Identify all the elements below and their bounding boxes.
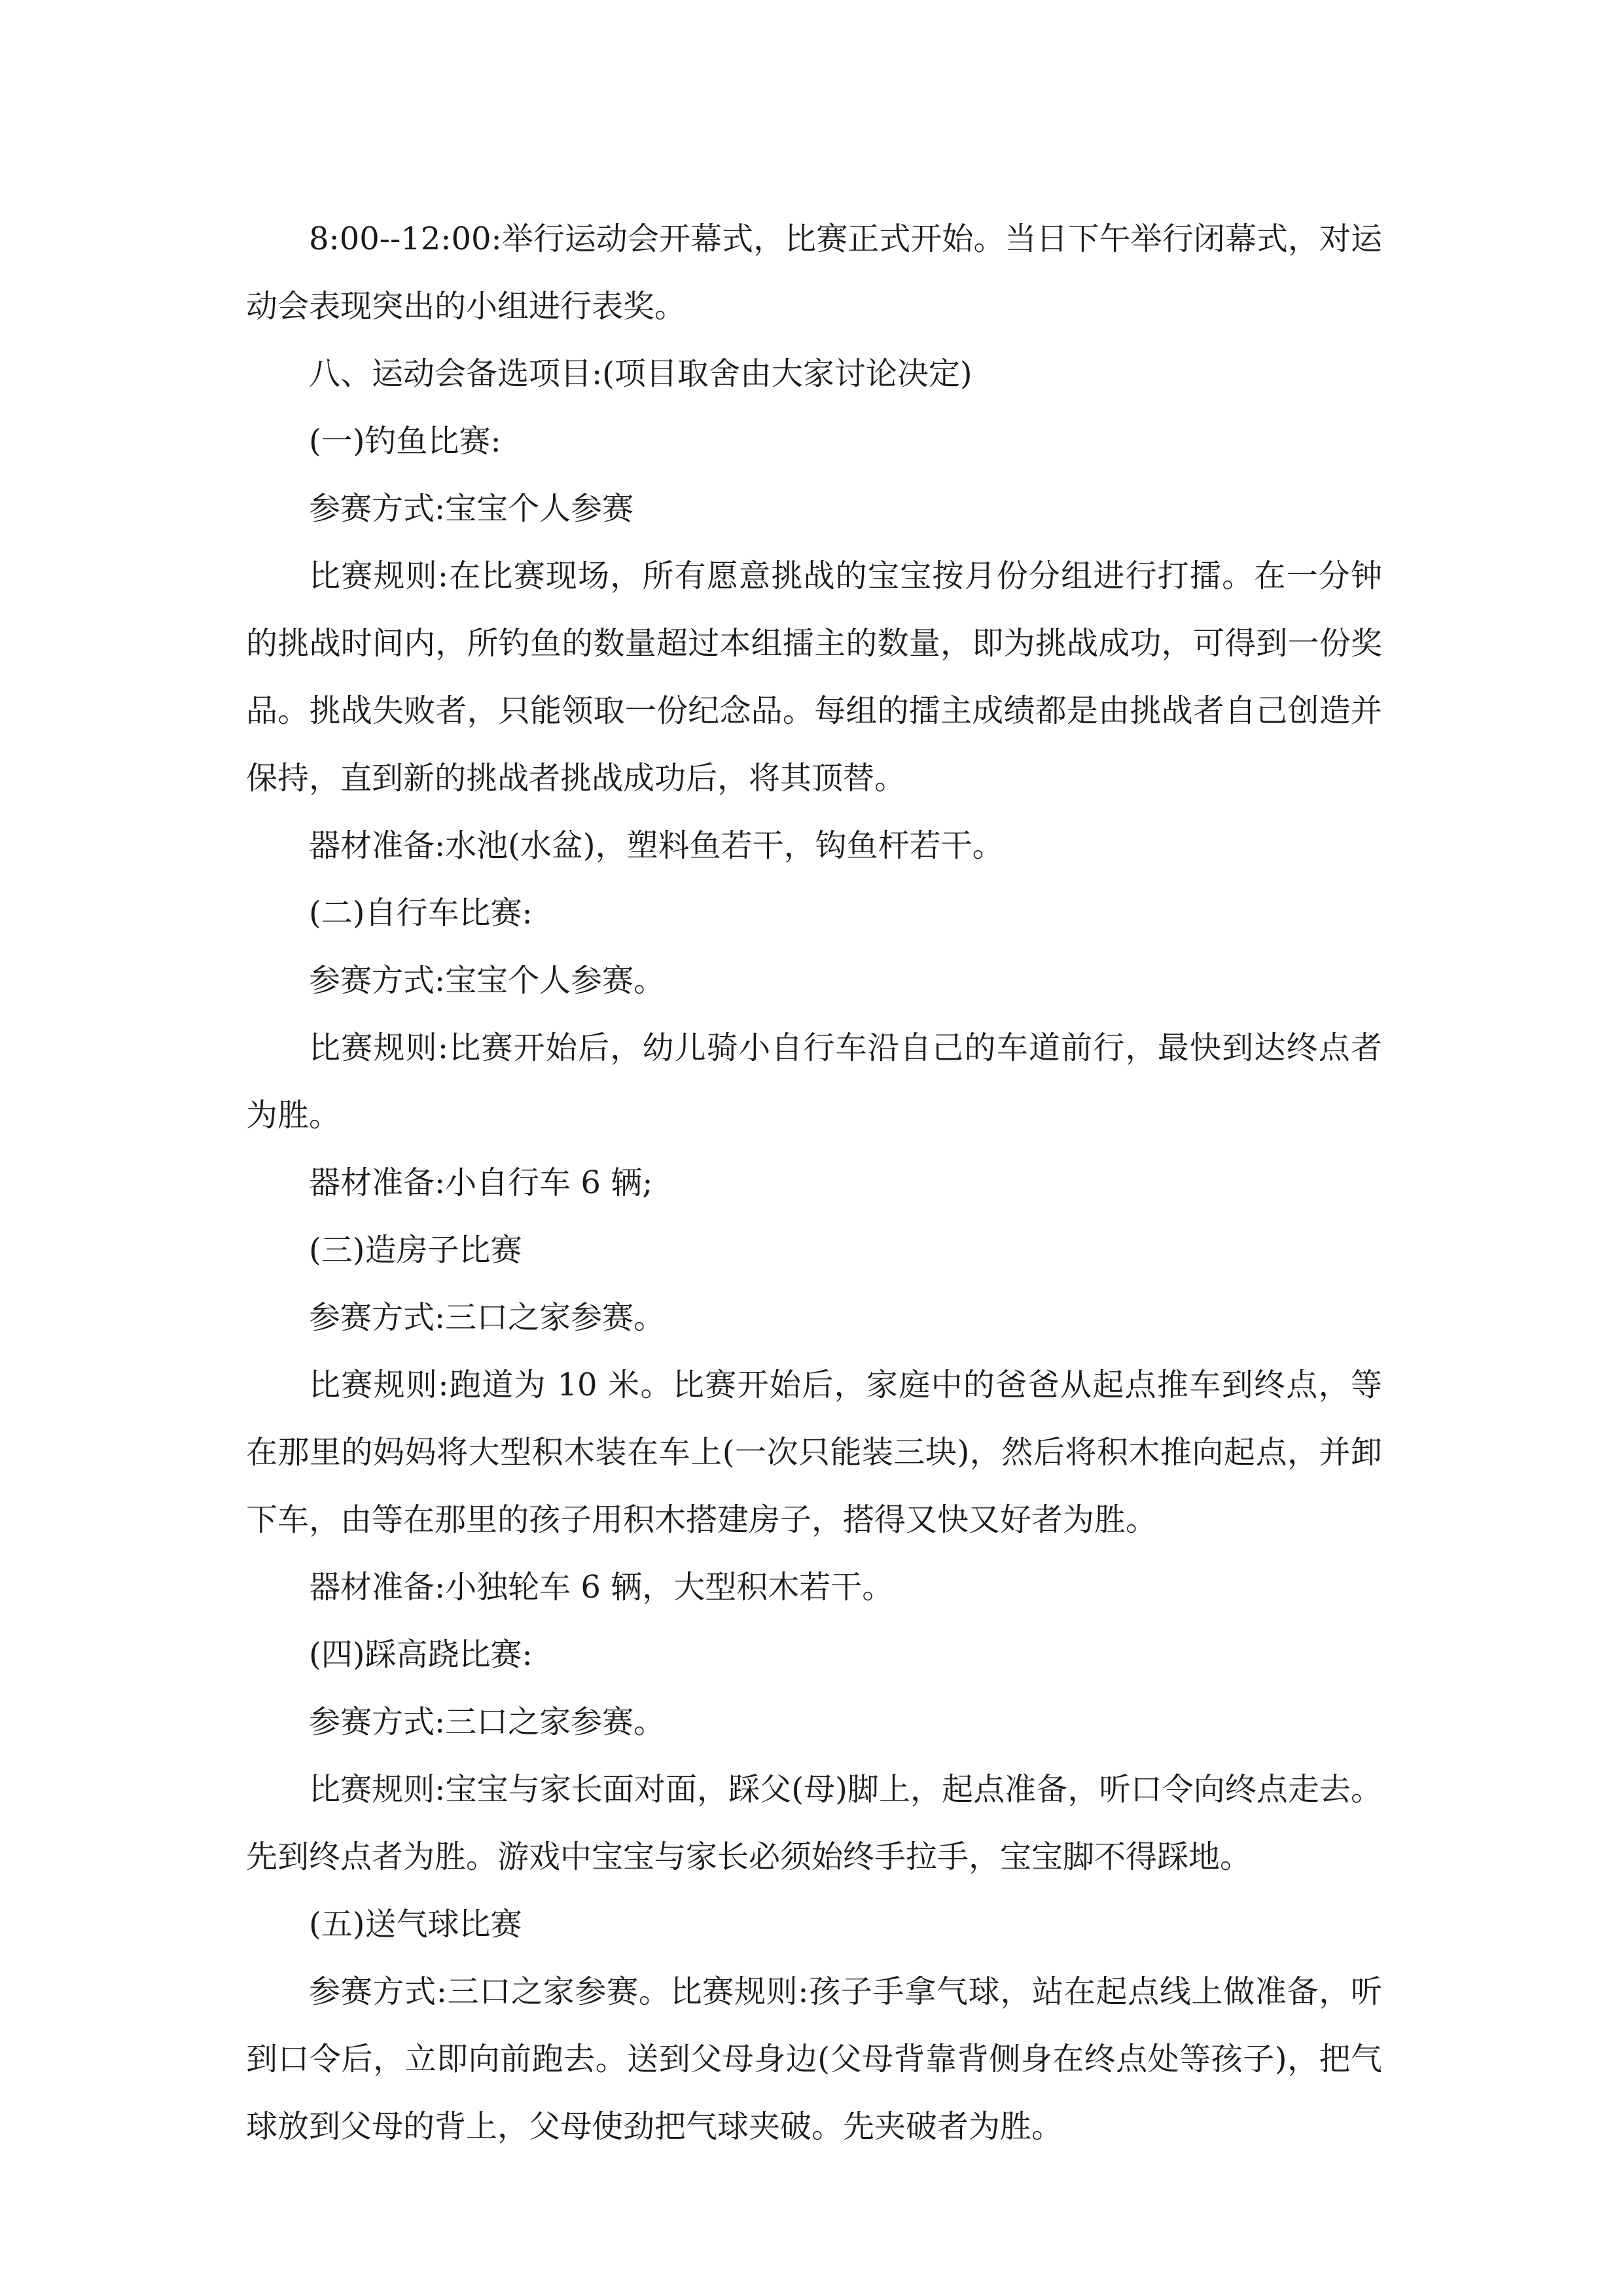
house-building-equipment: 器材准备:小独轮车 6 辆，大型积木若干。 [309, 1569, 894, 1605]
event-heading-bicycle: (二)自行车比赛: [309, 895, 533, 931]
house-building-rules: 比赛规则:跑道为 10 米。比赛开始后，家庭中的爸爸从起点推车到终点，等在那里的妈妈将大型积木装在车上(一次只能装三块)，然后将积木推向起点，并卸下车，由等在那里的孩子用积木搭建房子，搭得又快又好者为胜。 [246, 1367, 1382, 1538]
bicycle-equipment: 器材准备:小自行车 6 辆; [309, 1164, 653, 1201]
event-heading-balloon: (五)送气球比赛 [309, 1906, 522, 1943]
bicycle-participation: 参赛方式:宝宝个人参赛。 [309, 962, 666, 999]
stilts-rules: 比赛规则:宝宝与家长面对面，踩父(母)脚上，起点准备，听口令向终点走去。先到终点者为胜。游戏中宝宝与家长必须始终手拉手，宝宝脚不得踩地。 [246, 1771, 1382, 1875]
house-building-participation: 参赛方式:三口之家参赛。 [309, 1299, 666, 1336]
event-heading-stilts: (四)踩高跷比赛: [309, 1636, 533, 1673]
fishing-participation: 参赛方式:宝宝个人参赛 [309, 490, 634, 527]
paragraph-schedule: 8:00--12:00:举行运动会开幕式，比赛正式开始。当日下午举行闭幕式，对运动会表现突出的小组进行表奖。 [246, 221, 1382, 325]
balloon-participation-and-rules: 参赛方式:三口之家参赛。比赛规则:孩子手拿气球，站在起点线上做准备，听到口令后，立即向前跑去。送到父母身边(父母背靠背侧身在终点处等孩子)，把气球放到父母的背上，父母使劲把气球夹破。先夹破者为胜。 [246, 1973, 1382, 2145]
stilts-participation: 参赛方式:三口之家参赛。 [309, 1704, 666, 1740]
fishing-equipment: 器材准备:水池(水盆)，塑料鱼若干，钩鱼杆若干。 [309, 827, 1004, 864]
bicycle-rules: 比赛规则:比赛开始后，幼儿骑小自行车沿自己的车道前行，最快到达终点者为胜。 [246, 1030, 1382, 1134]
section-heading-optional-events: 八、运动会备选项目:(项目取舍由大家讨论决定) [309, 355, 972, 392]
document-body [246, 206, 1382, 2161]
event-heading-fishing: (一)钓鱼比赛: [309, 423, 501, 459]
fishing-rules: 比赛规则:在比赛现场，所有愿意挑战的宝宝按月份分组进行打擂。在一分钟的挑战时间内，所钓鱼的数量超过本组擂主的数量，即为挑战成功，可得到一份奖品。挑战失败者，只能领取一份纪念品。每组的擂主成绩都是由挑战者自己创造并保持，直到新的挑战者挑战成功后，将其顶替。 [246, 558, 1382, 797]
event-heading-house-building: (三)造房子比赛 [309, 1232, 522, 1268]
